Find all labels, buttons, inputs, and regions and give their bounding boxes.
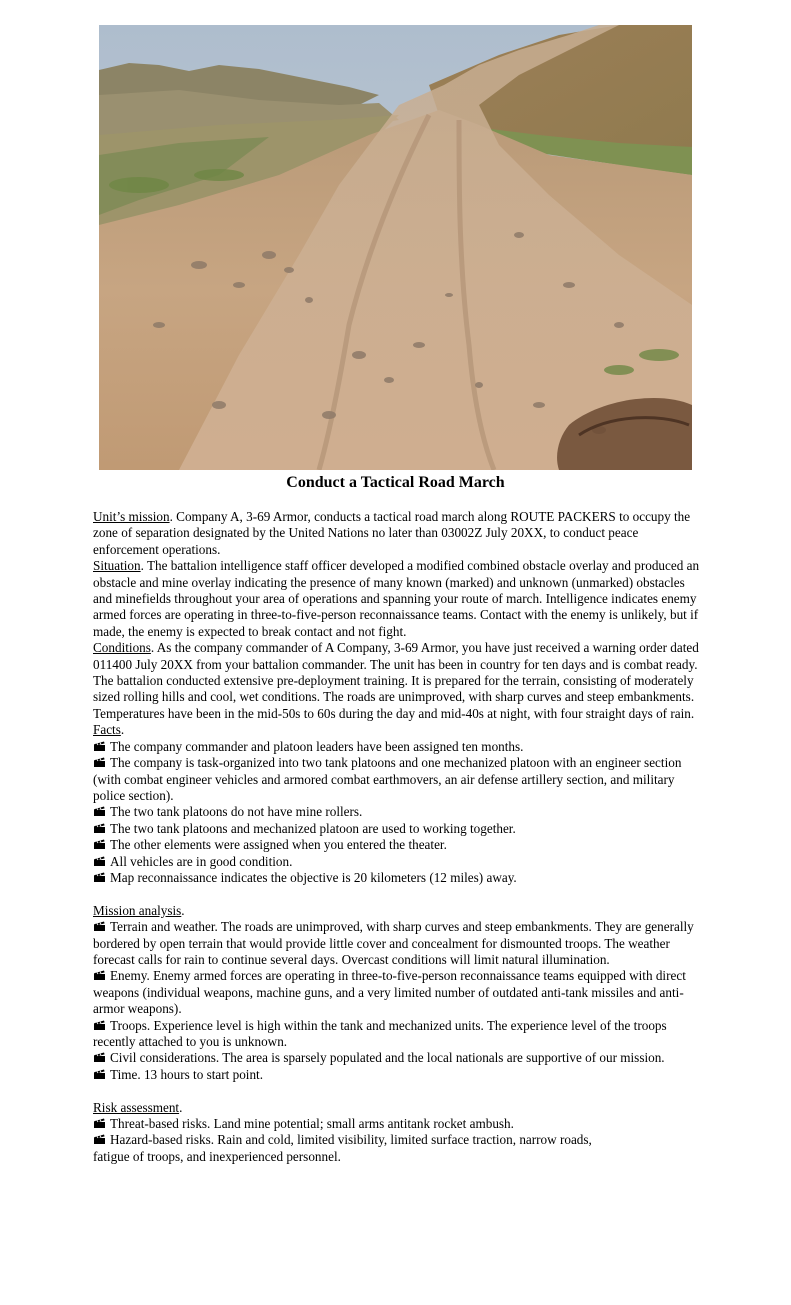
road-photo: [99, 25, 692, 470]
situation-section: [93, 558, 701, 640]
clapper-bullet-icon: [93, 921, 106, 932]
clapper-bullet-icon: [93, 1134, 106, 1145]
list-item: Terrain and weather. The roads are unimproved, with sharp curves and steep embankments. They are generally bordered by open terrain that would provide little cover and concealment for dismounted troops. The weather forecast calls for rain to continue several days. Overcast conditions will limit natural illumination.: [93, 919, 694, 967]
facts-list: [93, 739, 701, 887]
conditions-section: [93, 640, 701, 722]
facts-heading: Facts: [93, 722, 121, 738]
list-item: The company commander and platoon leaders have been assigned ten months.: [93, 739, 701, 755]
mission-section: [93, 509, 701, 558]
list-item: Threat-based risks. Land mine potential; small arms antitank rocket ambush.: [93, 1116, 613, 1132]
clapper-bullet-icon: [93, 856, 106, 867]
page-title: Conduct a Tactical Road March: [286, 474, 505, 491]
clapper-bullet-icon: [93, 839, 106, 850]
clapper-bullet-icon: [93, 806, 106, 817]
mission-analysis-section: [93, 903, 701, 1083]
mission-analysis-heading-line: Mission analysis.: [93, 902, 185, 918]
list-item: All vehicles are in good condition.: [93, 854, 701, 870]
situation-text: . The battalion intelligence staff officer developed a modified combined obstacle overlay and produced an obstacle and mine overlay indicating the presence of many known (marked) and unknown (unmarked) obstacles and minefields throughout your area of operations and spanning your route of march. Intelligence indicates enemy armed forces are operating in three-to-five-person reconnaissance teams. Contact with the enemy is unlikely, but if made, the enemy is expected to break contact and not fight.: [93, 558, 700, 639]
clapper-bullet-icon: [93, 1118, 106, 1129]
risk-assessment-heading: Risk assessment: [93, 1099, 180, 1115]
situation-heading: Situation: [93, 558, 141, 574]
clapper-bullet-icon: [93, 970, 106, 981]
list-item: The two tank platoons do not have mine rollers.: [93, 804, 701, 820]
list-item: The two tank platoons and mechanized platoon are used to working together.: [93, 821, 701, 837]
facts-heading-line: Facts.: [93, 722, 125, 738]
list-item: Map reconnaissance indicates the objective is 20 kilometers (12 miles) away.: [93, 870, 701, 886]
list-item: Civil considerations. The area is sparsely populated and the local nationals are supportive of our mission.: [93, 1050, 701, 1066]
mission-analysis-heading: Mission analysis: [93, 902, 182, 918]
mission-heading: Unit’s mission: [93, 509, 170, 524]
list-item: Troops. Experience level is high within the tank and mechanized units. The experience level of the troops recently attached to you is unknown.: [93, 1017, 667, 1049]
risk-assessment-heading-line: Risk assessment.: [93, 1099, 183, 1115]
clapper-bullet-icon: [93, 1052, 106, 1063]
list-item: The other elements were assigned when you entered the theater.: [93, 837, 701, 853]
conditions-heading: Conditions: [93, 640, 151, 656]
clapper-bullet-icon: [93, 872, 106, 883]
mission-analysis-list: [93, 919, 701, 1083]
conditions-text: . As the company commander of A Company, 3-69 Armor, you have just received a warning order dated 011400 July 20XX from your battalion commander. The unit has been in country for ten days and is combat ready. The battalion conducted extensive pre-deployment training. It is prepared for the terrain, consisting of moderately sized rolling hills and cool, wet conditions. The roads are unimproved, with sharp curves and steep embankments. Temperatures have been in the mid-50s to 60s during the day and mid-40s at night, with four straight days of rain.: [93, 640, 699, 721]
mission-text: . Company A, 3-69 Armor, conducts a tactical road march along ROUTE PACKERS to occupy the zone of separation designated by the United Nations no later than 03002Z July 20XX, to conduct peace enforcement operations.: [93, 509, 691, 557]
clapper-bullet-icon: [93, 1069, 106, 1080]
clapper-bullet-icon: [93, 757, 106, 768]
list-item: Enemy. Enemy armed forces are operating in three-to-five-person reconnaissance teams equipped with direct weapons (individual weapons, machine guns, and a very limited number of outdated anti-tank missiles and anti-armor weapons).: [93, 968, 686, 1017]
clapper-bullet-icon: [93, 823, 106, 834]
risk-assessment-list: [93, 1116, 613, 1165]
risk-assessment-section: [93, 1100, 701, 1166]
document-body: [93, 509, 701, 1165]
facts-section: [93, 722, 701, 886]
list-item: Hazard-based risks. Rain and cold, limited visibility, limited surface traction, narrow roads, fatigue of troops, and inexperienced personnel.: [93, 1132, 592, 1164]
list-item: The company is task-organized into two tank platoons and one mechanized platoon with an engineer section (with combat engineer vehicles and armored combat earthmovers, an air defense artillery section, and military police section).: [93, 755, 682, 803]
list-item: Time. 13 hours to start point.: [93, 1067, 701, 1083]
clapper-bullet-icon: [93, 741, 106, 752]
clapper-bullet-icon: [93, 1020, 106, 1031]
